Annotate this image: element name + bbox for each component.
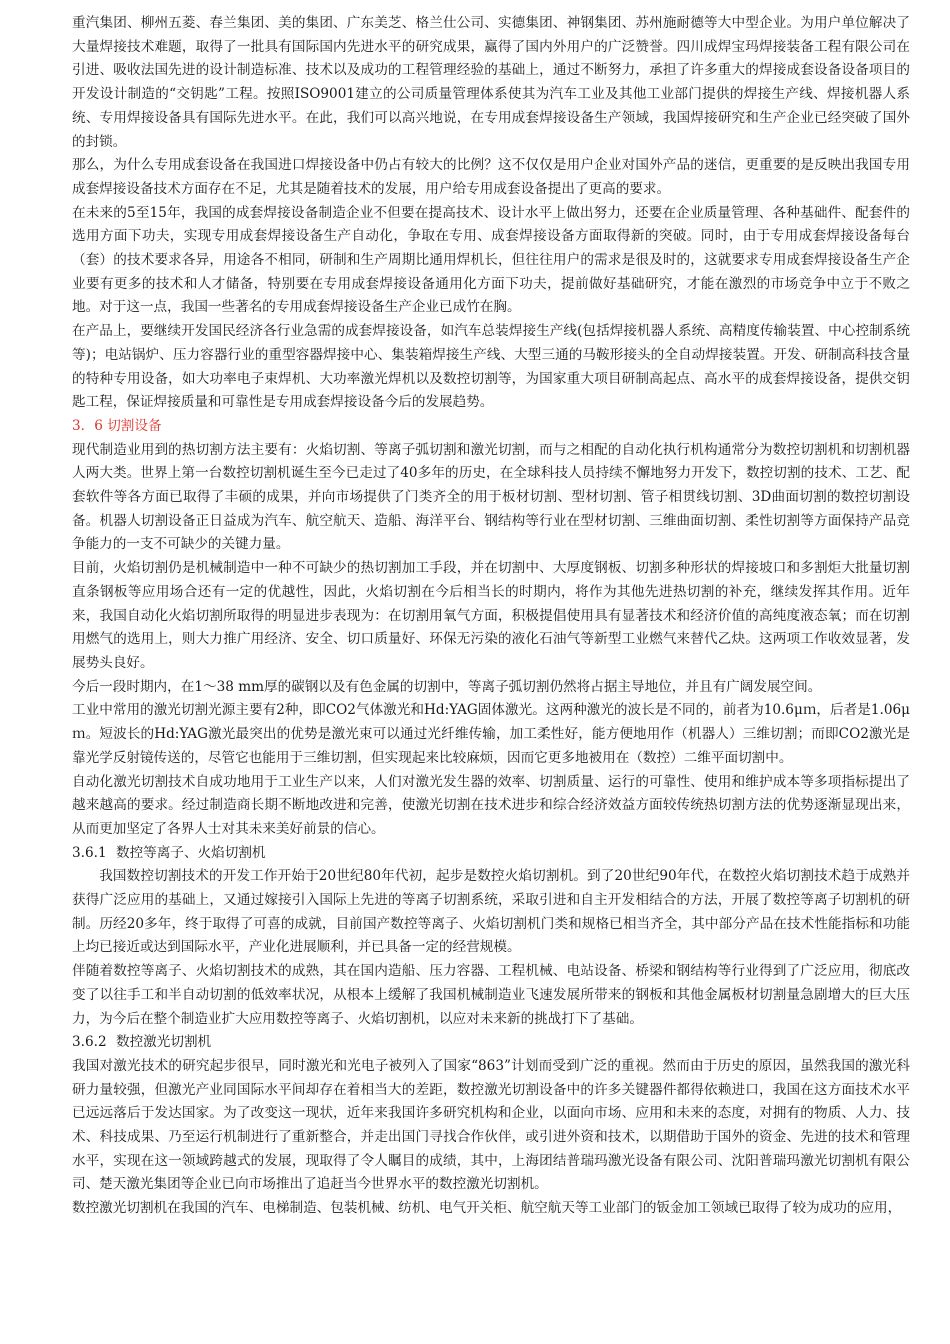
section-heading-cutting-equipment: 3．6 切割设备 [72,417,162,434]
paragraph-products: 在产品上，要继续开发国民经济各行业急需的成套焊接设备，如汽车总装焊接生产线(包括焊接机器人系统、高精度传输装置、中心控制系统等)；电站锅炉、压力容器行业的重型容器焊接中心、集装箱焊接生产线、大型三通的马鞍形接头的全自动焊接装置。开发、研制高科技含量的特种专用设备，如大功率电子束焊机、大功率激光焊机以及数控切割等，为国家重大项目研制高起点、高水平的成套焊接设备，提供交钥匙工程，保证焊接质量和可靠性是专用成套焊接设备今后的发展趋势。 [72,323,910,411]
subsection-title: 数控等离子、火焰切割机 [116,844,266,861]
subsection-title: 数控激光切割机 [116,1034,212,1051]
subsection-number: 3.6.1 [72,844,107,861]
subsection-heading-362 [72,1031,910,1055]
paragraph-welding-companies: 重汽集团、柳州五菱、春兰集团、美的集团、广东美芝、格兰仕公司、实德集团、神钢集团、苏州施耐德等大中型企业。为用户单位解决了大量焊接技术难题，取得了一批具有国际国内先进水平的研究成果，赢得了国内外用户的广泛赞誉。四川成焊宝玛焊接装备工程有限公司在引进、吸收法国先进的设计制造标准、技术以及成功的工程管理经验的基础上，通过不断努力，承担了许多重大的焊接成套设备设备项目的开发设计制造的“交钥匙”工程。按照ISO9001建立的公司质量管理体系使其为汽车工业及其他工业部门提供的焊接生产线、焊接机器人系统、专用焊接设备具有国际先进水平。在此，我们可以高兴地说，在专用成套焊接设备生产领域，我国焊接研究和生产企业已经突破了国外的封锁。 [72,15,910,150]
paragraph-laser-applications: 数控激光切割机在我国的汽车、电梯制造、包装机械、纺机、电气开关柜、航空航天等工业部门的钣金加工领域已取得了较为成功的应用， [72,1200,902,1217]
paragraph-cnc-development: 我国数控切割技术的开发工作开始于20世纪80年代初，起步是数控火焰切割机。到了20世纪90年代，在数控火焰切割技术趋于成熟并获得广泛应用的基础上，又通过嫁接引入国际上先进的等离子切割系统，采取引进和自主开发相结合的方法，开展了数控等离子切割机的研制。历经20多年，终于取得了可喜的成就，目前国产数控等离子、火焰切割机门类和规格已相当齐全，其中部分产品在技术性能指标和功能上均已接近或达到国际水平，产业化进展顺利，并已具备一定的经营规模。 [72,868,910,956]
subsection-number: 3.6.2 [72,1034,107,1051]
paragraph-future-years: 在未来的5至15年，我国的成套焊接设备制造企业不但要在提高技术、设计水平上做出努力，还要在企业质量管理、各种基础件、配套件的选用方面下功夫，实现专用成套焊接设备生产自动化，争取在专用、成套焊接设备方面取得新的突破。同时，由于专用成套焊接设备每台（套）的技术要求各异，用途各不相同，研制和生产周期比通用焊机长，但往往用户的需求是很及时的，这就要求专用成套焊接设备生产企业要有更多的技术和人才储备，特别要在专用成套焊接设备通用化方面下功夫，提前做好基础研究，才能在激烈的市场竞争中立于不败之地。对于这一点，我国一些著名的专用成套焊接设备生产企业已成竹在胸。 [72,204,910,316]
paragraph-laser-research: 我国对激光技术的研究起步很早，同时激光和光电子被列入了国家“863”计划而受到广泛的重视。然而由于历史的原因，虽然我国的激光科研力量较强，但激光产业同国际水平间却存在着相当大的差距，数控激光切割设备中的许多关键器件都得依赖进口，我国在这方面技术水平已远远落后于发达国家。为了改变这一现状，近年来我国许多研究机构和企业，以面向市场、应用和未来的态度，对拥有的物质、人力、技术、科技成果、乃至运行机制进行了重新整合，并走出国门寻找合作伙伴，或引进外资和技术，以期借助于国外的资金、先进的技术和管理水平，实现在这一领域跨越式的发展，现取得了令人瞩目的成绩，其中，上海团结普瑞玛激光设备有限公司、沈阳普瑞玛激光切割机有限公司、楚天激光集团等企业已向市场推出了追赶当今世界水平的数控激光切割机。 [72,1057,910,1193]
paragraph-cnc-application: 伴随着数控等离子、火焰切割技术的成熟，其在国内造船、压力容器、工程机械、电站设备、桥梁和钢结构等行业得到了广泛应用，彻底改变了以往手工和半自动切割的低效率状况，从根本上缓解了我国机械制造业飞速发展所带来的钢板和其他金属板材切割量急剧增大的巨大压力，为今后在整个制造业扩大应用数控等离子、火焰切割机，以应对未来新的挑战打下了基础。 [72,963,910,1027]
paragraph-laser-sources: 工业中常用的激光切割光源主要有2种，即CO2气体激光和Hd:YAG固体激光。这两种激光的波长是不同的，前者为10.6μｍ，后者是1.06μｍ。短波长的Hd:YAG激光最突出的优势是激光束可以通过光纤维传输，加工柔性好，能方便地用作（机器人）三维切割；而即CO2激光是靠光学反射镜传送的，尽管它也能用于三维切割，但实现起来比较麻烦，因而它更多地被用在（数控）二维平面切割中。 [72,702,910,766]
paragraph-laser-automation: 自动化激光切割技术自成功地用于工业生产以来，人们对激光发生器的效率、切割质量、运行的可靠性、使用和维护成本等多项指标提出了越来越高的要求。经过制造商长期不断地改进和完善，使激光切割在技术进步和综合经济效益方面较传统热切割方法的优势逐渐显现出来，从而更加坚定了各界人士对其未来美好前景的信心。 [72,773,910,837]
paragraph-plasma-cutting: 今后一段时期内，在1～38 mm厚的碳钢以及有色金属的切割中，等离子弧切割仍然将占据主导地位，并且有广阔发展空间。 [72,678,822,695]
subsection-heading-361 [72,842,910,866]
paragraph-thermal-cutting-methods: 现代制造业用到的热切割方法主要有：火焰切割、等离子弧切割和激光切割，而与之相配的自动化执行机构通常分为数控切割机和切割机器人两大类。世界上第一台数控切割机诞生至今已走过了40多年的历史，在全球科技人员持续不懈地努力开发下，数控切割的技术、工艺、配套软件等各方面已取得了丰硕的成果，并向市场提供了门类齐全的用于板材切割、型材切割、管子相贯线切割、3D曲面切割的数控切割设备。机器人切割设备正日益成为汽车、航空航天、造船、海洋平台、钢结构等行业在型材切割、三维曲面切割、柔性切割等方面保持产品竞争能力的一支不可缺少的关键力量。 [72,441,910,553]
paragraph-import-ratio: 那么，为什么专用成套设备在我国进口焊接设备中仍占有较大的比例？这不仅仅是用户企业对国外产品的迷信，更重要的是反映出我国专用成套焊接设备技术方面存在不足，尤其是随着技术的发展，用户给专用成套设备提出了更高的要求。 [72,157,910,197]
paragraph-flame-cutting: 目前，火焰切割仍是机械制造中一种不可缺少的热切割加工手段，并在切割中、大厚度钢板、切割多种形状的焊接坡口和多割炬大批量切割直条钢板等应用场合还有一定的优越性，因此，火焰切割在今后相当长的时期内，将作为其他先进热切割的补充，继续发挥其作用。近年来，我国自动化火焰切割所取得的明显进步表现为：在切割用氧气方面，积极提倡使用具有显著技术和经济价值的高纯度液态氧；而在切割用燃气的选用上，则大力推广用经济、安全、切口质量好、环保无污染的液化石油气等新型工业燃气来替代乙炔。这两项工作收效显著，发展势头良好。 [72,560,910,671]
